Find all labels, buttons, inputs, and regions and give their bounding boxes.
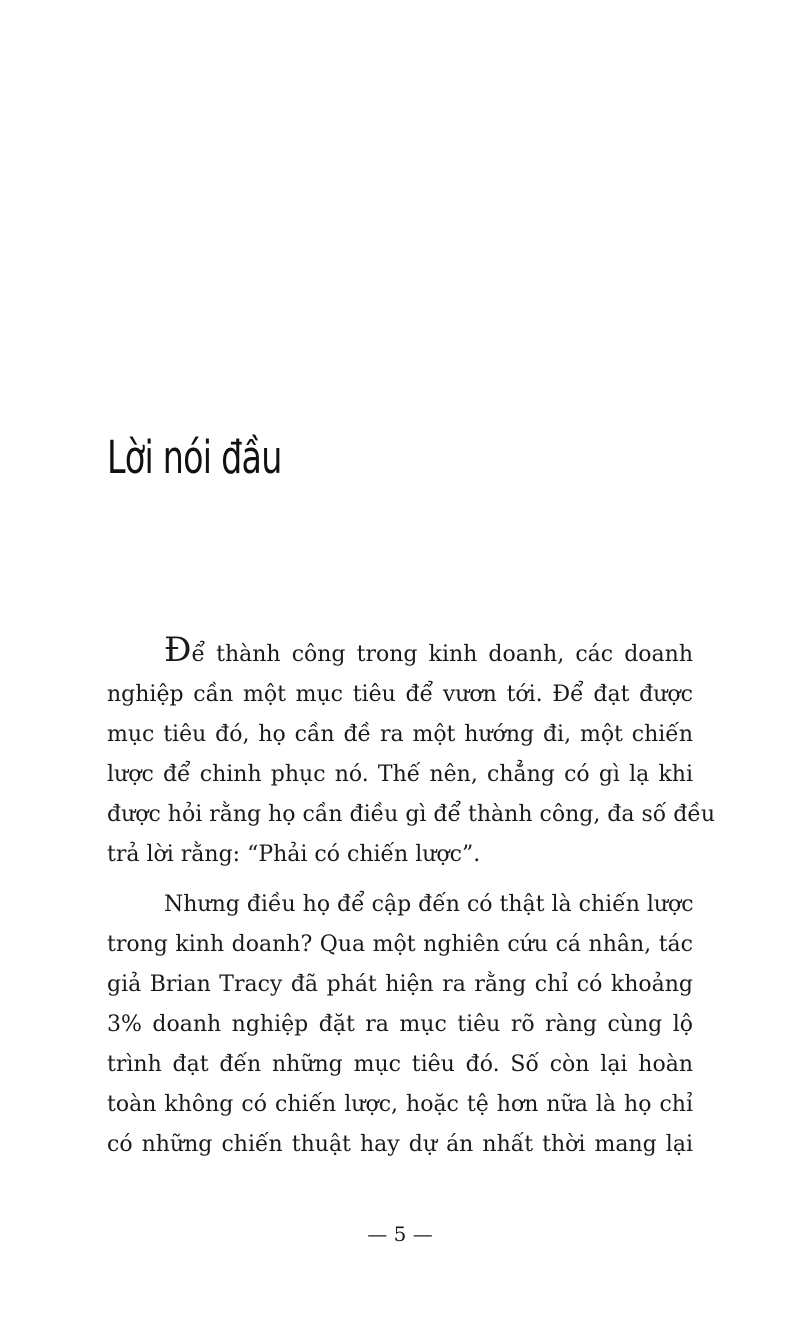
text-line: có những chiến thuật hay dự án nhất thời mang lại xyxy=(107,1132,693,1157)
text-line: giả Brian Tracy đã phát hiện ra rằng chỉ có khoảng xyxy=(107,972,693,997)
text-line: lược để chinh phục nó. Thế nên, chẳng có gì lạ khi xyxy=(107,762,693,787)
text-line: trình đạt đến những mục tiêu đó. Số còn lại hoàn xyxy=(107,1052,693,1077)
chapter-title: Lời nói đầu xyxy=(107,431,282,484)
text-line: mục tiêu đó, họ cần đề ra một hướng đi, một chiến xyxy=(107,722,693,747)
paragraph-2 xyxy=(107,885,693,1165)
text-line: trong kinh doanh? Qua một nghiên cứu cá nhân, tác xyxy=(107,932,693,957)
text-line: Nhưng điều họ để cập đến có thật là chiến lược xyxy=(164,892,694,917)
text-line: toàn không có chiến lược, hoặc tệ hơn nữa là họ chỉ xyxy=(107,1092,693,1117)
paragraph-1 xyxy=(107,630,716,875)
text-line: được hỏi rằng họ cần điều gì để thành công, đa số đều xyxy=(107,802,716,827)
text-line: 3% doanh nghiệp đặt ra mục tiêu rõ ràng cùng lộ xyxy=(107,1012,693,1037)
body-text xyxy=(107,630,716,1175)
page-number: — 5 — xyxy=(367,1222,433,1246)
text-line: nghiệp cần một mục tiêu để vươn tới. Để đạt được xyxy=(107,682,693,707)
drop-cap: Đ xyxy=(164,630,192,670)
text-line: Để thành công trong kinh doanh, các doanh xyxy=(164,630,693,670)
text-line: trả lời rằng: “Phải có chiến lược”. xyxy=(107,842,481,867)
